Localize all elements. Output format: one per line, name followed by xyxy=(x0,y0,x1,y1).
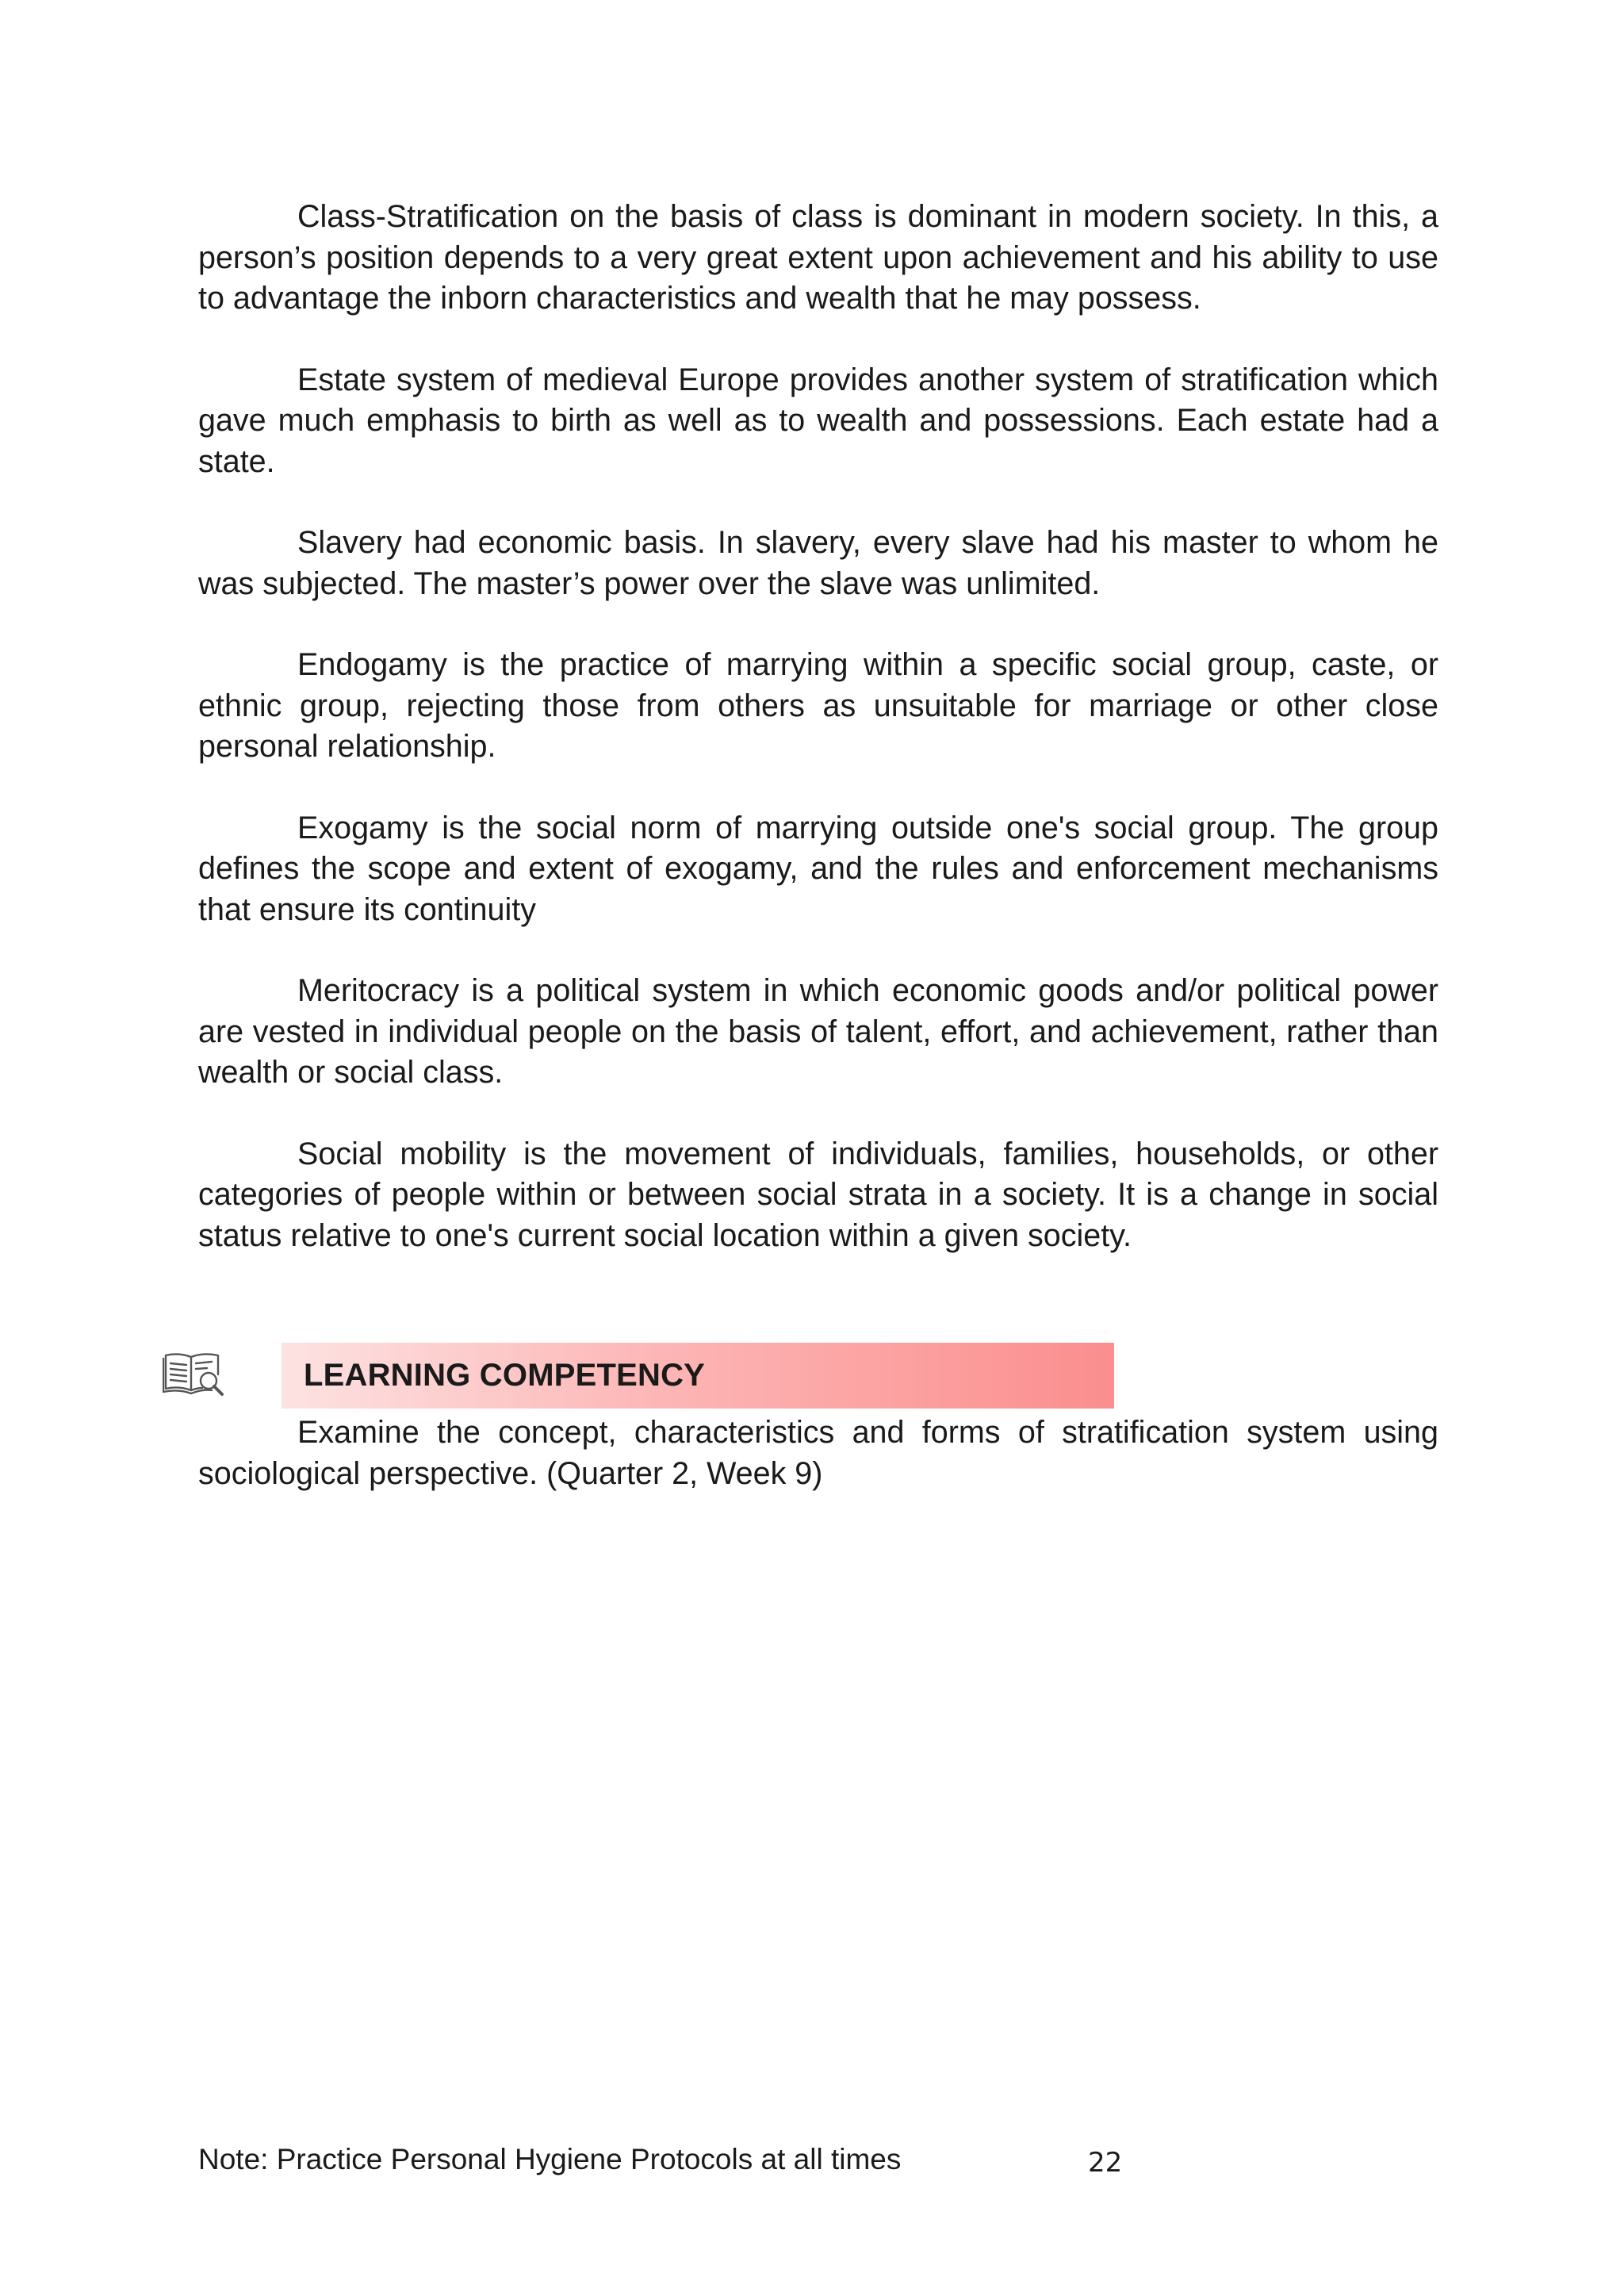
paragraph-endogamy: Endogamy is the practice of marrying within a specific social group, caste, or ethnic group, rejecting those from others as unsuitable for marriage or other close personal relationship. xyxy=(198,647,1438,764)
learning-competency-text: Examine the concept, characteristics and forms of stratification system using sociological perspective. (Quarter 2, Week 9) xyxy=(198,1415,1438,1491)
footer-note: Note: Practice Personal Hygiene Protocols at all times xyxy=(198,2143,902,2175)
page-number: 22 xyxy=(1088,2147,1123,2179)
paragraph-meritocracy: Meritocracy is a political system in which economic goods and/or political power are vested in individual people on the basis of talent, effort, and achievement, rather than wealth or social class. xyxy=(198,973,1438,1090)
paragraph-class-stratification: Class-Stratification on the basis of class is dominant in modern society. In this, a person’s position depends to a very great extent upon achievement and his ability to use to advantage the inborn characteristics and wealth that he may possess. xyxy=(198,199,1438,316)
learning-competency-header xyxy=(163,1343,1114,1411)
body-text xyxy=(198,197,1438,1297)
paragraph-slavery: Slavery had economic basis. In slavery, every slave had his master to whom he was subjected. The master’s power over the slave was unlimited. xyxy=(198,525,1438,601)
paragraph-estate-system: Estate system of medieval Europe provides another system of stratification which gave much emphasis to birth as well as to wealth and possessions. Each estate had a state. xyxy=(198,362,1438,479)
paragraph-exogamy: Exogamy is the social norm of marrying outside one's social group. The group defines the scope and extent of exogamy, and the rules and enforcement mechanisms that ensure its continuity xyxy=(198,810,1438,927)
section-title: LEARNING COMPETENCY xyxy=(304,1358,706,1393)
learning-competency-banner xyxy=(282,1343,1114,1409)
book-magnifier-icon xyxy=(163,1347,224,1397)
paragraph-social-mobility: Social mobility is the movement of individuals, families, households, or other categories of people within or between social strata in a society. It is a change in social status relative to one's current social location within a given society. xyxy=(198,1136,1438,1253)
